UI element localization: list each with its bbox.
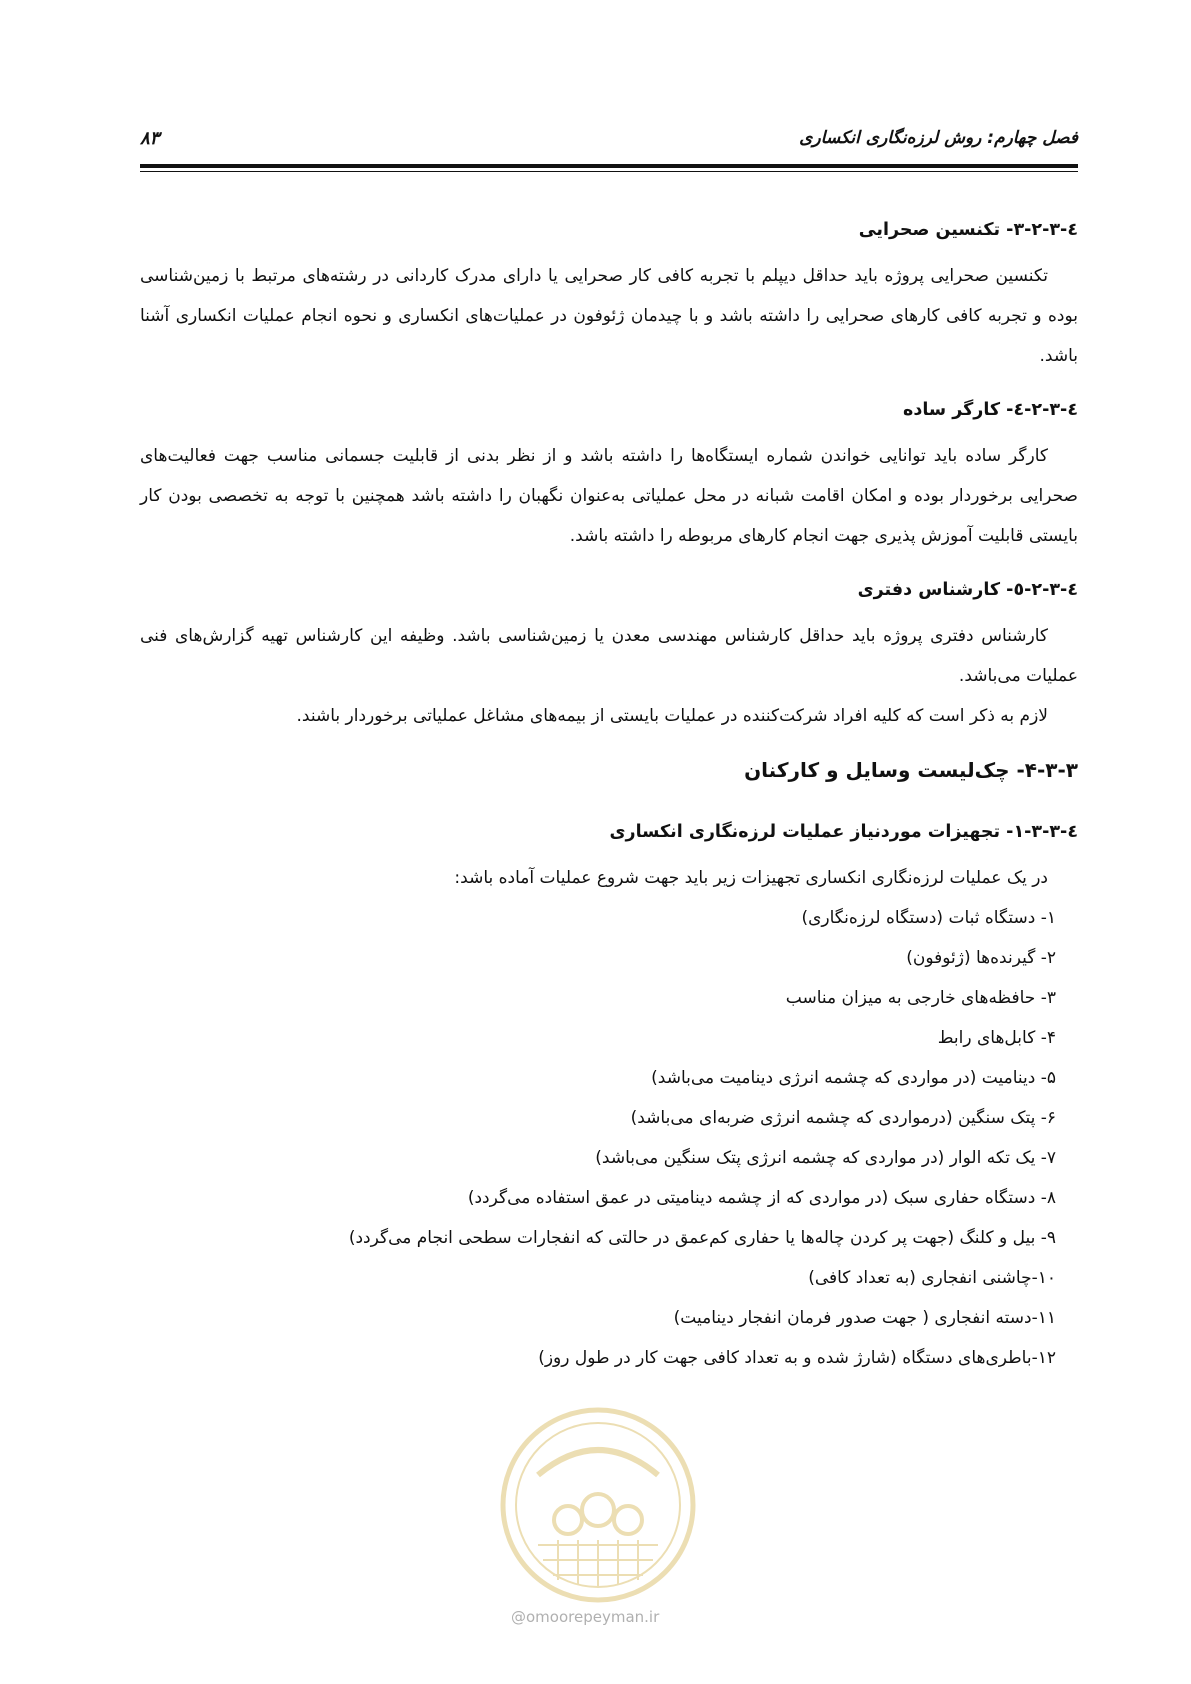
list-item: ۸- دستگاه حفاری سبک (در مواردی که از چشمه دینامیتی در عمق استفاده می‌گردد) bbox=[467, 1188, 1056, 1208]
list-item: ۱۱-دسته انفجاری ( جهت صدور فرمان انفجار دینامیت) bbox=[673, 1308, 1056, 1328]
paragraph-insurance-note: لازم به ذکر است که کلیه افراد شرکت‌کننده در عملیات بایستی از بیمه‌های مشاغل عملیاتی برخوردار باشند. bbox=[296, 706, 1048, 726]
list-item: ۲- گیرنده‌ها (ژئوفون) bbox=[906, 948, 1056, 968]
section-heading-equipment: ٤-٣-٣-١- تجهیزات موردنیاز عملیات لرزه‌نگاری انکساری bbox=[609, 822, 1078, 842]
list-item: ۴- کابل‌های رابط bbox=[937, 1028, 1056, 1048]
list-item: ۵- دینامیت (در مواردی که چشمه انرژی دینامیت می‌باشد) bbox=[651, 1068, 1056, 1088]
section-heading-office-expert: ٤-٣-٢-٥- کارشناس دفتری bbox=[857, 580, 1078, 600]
header-rule bbox=[140, 164, 1078, 168]
list-item: ۳- حافظه‌های خارجی به میزان مناسب bbox=[785, 988, 1056, 1008]
equipment-intro: در یک عملیات لرزه‌نگاری انکساری تجهیزات زیر باید جهت شروع عملیات آماده باشد: bbox=[454, 868, 1048, 888]
section-heading-field-technician: ٤-٣-٢-٣- تکنسین صحرایی bbox=[858, 220, 1078, 240]
watermark-seal-icon bbox=[498, 1405, 698, 1605]
list-item: ۷- یک تکه الوار (در مواردی که چشمه انرژی پتک سنگین می‌باشد) bbox=[595, 1148, 1056, 1168]
section-heading-simple-worker: ٤-٣-٢-٤- کارگر ساده bbox=[903, 400, 1078, 420]
equipment-list bbox=[140, 898, 1078, 1378]
paragraph-field-technician: تکنسین صحرایی پروژه باید حداقل دیپلم با تجربه کافی کار صحرایی یا دارای مدرک کاردانی در رشته‌های مرتبط با زمین‌شناسی بوده و تجربه کافی کارهای صحرایی را داشته باشد و با چیدمان ژئوفون در عملیات‌های انکساری و نحوه انجام عملیات انکساری آشنا باشد. bbox=[140, 266, 1078, 366]
paragraph-office-expert: کارشناس دفتری پروژه باید حداقل کارشناس مهندسی معدن یا زمین‌شناسی باشد. وظیفه این کارشناس تهیه گزارش‌های فنی عملیات می‌باشد. bbox=[140, 626, 1078, 686]
watermark-text: @omoorepeyman.ir bbox=[511, 1608, 660, 1626]
section-heading-checklist: ۴-۳-۳- چک‌لیست وسایل و کارکنان bbox=[744, 758, 1078, 782]
list-item: ۱- دستگاه ثبات (دستگاه لرزه‌نگاری) bbox=[801, 908, 1056, 928]
page-number: ۸۳ bbox=[140, 128, 160, 149]
list-item: ۶- پتک سنگین (درمواردی که چشمه انرژی ضربه‌ای می‌باشد) bbox=[630, 1108, 1056, 1128]
paragraph-simple-worker: کارگر ساده باید توانایی خواندن شماره ایستگاه‌ها را داشته باشد و از نظر بدنی از قابلیت جسمانی مناسب جهت فعالیت‌های صحرایی برخوردار بوده و امکان اقامت شبانه در محل عملیاتی به‌عنوان نگهبان را داشته باشد همچنین با توجه به تخصصی بودن کار بایستی قابلیت آموزش پذیری جهت انجام کارهای مربوطه را داشته باشد. bbox=[140, 446, 1078, 546]
list-item: ۱۲-باطری‌های دستگاه (شارژ شده و به تعداد کافی جهت کار در طول روز) bbox=[538, 1348, 1056, 1368]
header-rule-thin bbox=[140, 171, 1078, 172]
list-item: ۱۰-چاشنی انفجاری (به تعداد کافی) bbox=[808, 1268, 1056, 1288]
list-item: ۹- بیل و کلنگ (جهت پر کردن چاله‌ها یا حفاری کم‌عمق در حالتی که انفجارات سطحی انجام می‌گردد) bbox=[348, 1228, 1056, 1248]
page-content bbox=[140, 210, 1078, 1378]
chapter-title: فصل چهارم: روش لرزه‌نگاری انکساری bbox=[799, 128, 1078, 148]
